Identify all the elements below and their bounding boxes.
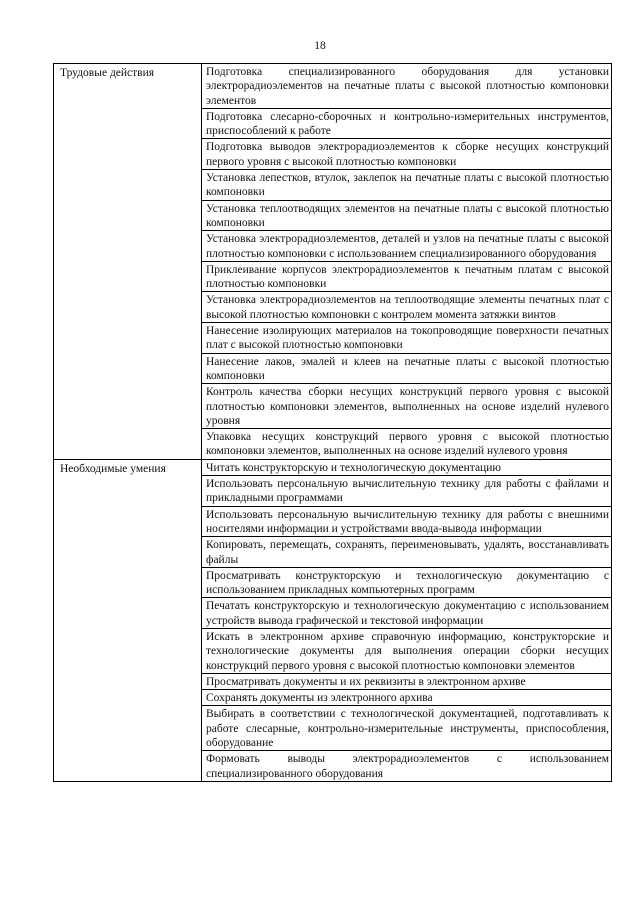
section-row [54,64,612,460]
list-item: Приклеивание корпусов электрорадиоэлементов к печатным платам с высокой плотностью компоновки [202,262,611,293]
list-item: Читать конструкторскую и технологическую документацию [202,460,611,476]
list-item: Формовать выводы электрорадиоэлементов с использованием специализированного оборудования [206,753,609,780]
list-item: Искать в электронном архиве справочную информацию, конструкторские и технологические документы для выполнения операции сборки несущих конструкций первого уровня с высокой плотностью компоновки элементов [202,629,611,674]
list-item: Установка электрорадиоэлементов на теплоотводящие элементы печатных плат с высокой плотностью компоновки с контролем момента затяжки винтов [202,292,611,323]
section-row [54,459,612,781]
list-item: Использовать персональную вычислительную технику для работы с файлами и прикладными программами [202,476,611,507]
section-label: Трудовые действия [54,64,202,460]
list-item: Контроль качества сборки несущих конструкций первого уровня с высокой плотностью компоновки элементов, выполненных на основе изделий нулевого уровня [202,384,611,429]
list-item: Просматривать конструкторскую и технологическую документацию с использованием прикладных компьютерных программ [202,568,611,599]
list-item: Копировать, перемещать, сохранять, переименовывать, удалять, восстанавливать файлы [202,537,611,568]
section-items [202,459,612,781]
page-number: 18 [314,40,326,52]
list-item: Использовать персональную вычислительную технику для работы с внешними носителями информации и устройствами ввода-вывода информации [202,507,611,538]
list-item: Подготовка выводов электрорадиоэлементов к сборке несущих конструкций первого уровня с высокой плотностью компоновки [202,139,611,170]
list-item: Упаковка несущих конструкций первого уровня с высокой плотностью компоновки элементов, выполненных на основе изделий нулевого уровня [206,431,609,458]
list-item: Нанесение лаков, эмалей и клеев на печатные платы с высокой плотностью компоновки [202,354,611,385]
list-item: Просматривать документы и их реквизиты в электронном архиве [202,674,611,690]
competency-table [53,63,612,782]
list-item: Нанесение изолирующих материалов на токопроводящие поверхности печатных плат с высокой плотностью компоновки [202,323,611,354]
list-item: Установка лепестков, втулок, заклепок на печатные платы с высокой плотностью компоновки [202,170,611,201]
section-label: Необходимые умения [54,459,202,781]
list-item: Подготовка слесарно-сборочных и контрольно-измерительных инструментов, приспособлений к работе [202,109,611,140]
section-items [202,64,612,460]
list-item: Сохранять документы из электронного архива [202,690,611,706]
list-item: Выбирать в соответствии с технологической документацией, подготавливать к работе слесарные, контрольно-измерительные инструменты, приспособления, оборудование [202,706,611,751]
list-item: Установка электрорадиоэлементов, деталей и узлов на печатные платы с высокой плотностью компоновки с использованием специализированного оборудования [202,231,611,262]
list-item: Установка теплоотводящих элементов на печатные платы с высокой плотностью компоновки [202,201,611,232]
list-item: Подготовка специализированного оборудования для установки электрорадиоэлементов на печатные платы с высокой плотностью компоновки элементов [202,64,611,109]
list-item: Печатать конструкторскую и технологическую документацию с использованием устройств вывода графической и текстовой информации [202,598,611,629]
